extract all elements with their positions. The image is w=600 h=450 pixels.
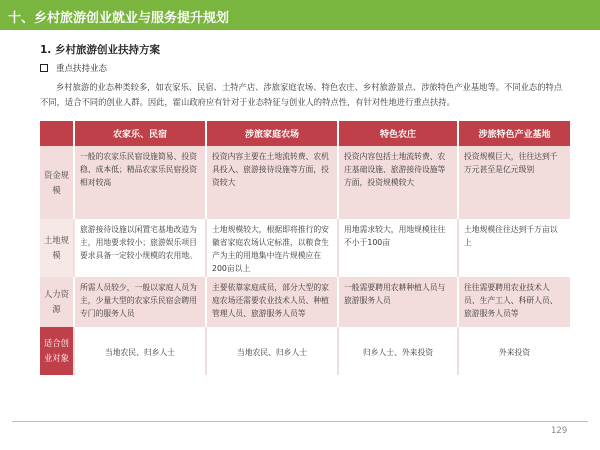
- table-cell: 当地农民、归乡人士: [74, 327, 206, 375]
- table-cell: 归乡人士、外来投资: [338, 327, 458, 375]
- intro-paragraph: 乡村旅游的业态种类较多，如农家乐、民宿、土特产店、涉旅家庭农场、特色农庄、乡村旅游景点、涉旅特色产业基地等。不同业态的特点不同，适合不同的创业人群。因此，霍山政府应有针对于业态特征与创业人的特点性，有针对性地进行重点扶持。: [40, 82, 563, 107]
- table-cell: 所需人员较少，一般以家庭人员为主，少量大型的农家乐民宿会聘用专门的服务人员: [74, 277, 206, 327]
- table-row: [40, 277, 570, 327]
- table-header-row: [40, 121, 570, 146]
- support-table: [40, 121, 570, 375]
- table-cell: 投资内容主要在土地流转费、农机具投入、旅游接待设施等方面，投资较大: [206, 146, 338, 219]
- table-cell: 投资规模巨大，往往达到千万元甚至是亿元级别: [458, 146, 570, 219]
- page-number: 129: [551, 426, 568, 436]
- title-bar: [0, 0, 600, 30]
- table-header-cell: 涉旅家庭农场: [206, 121, 338, 146]
- table-cell: 投资内容包括土地流转费、农庄基础设施、旅游接待设施等方面，投资规模较大: [338, 146, 458, 219]
- table-cell: 往往需要聘用农业技术人员、生产工人、科研人员、旅游服务人员等: [458, 277, 570, 327]
- footer-divider: [12, 421, 588, 422]
- table-row: [40, 327, 570, 375]
- row-label: 资金规模: [40, 146, 74, 219]
- table-row: [40, 219, 570, 277]
- table-cell: 一般的农家乐民宿设施简易、投资稳、成本低；精品农家乐民宿投资相对较高: [74, 146, 206, 219]
- table-header-cell: 特色农庄: [338, 121, 458, 146]
- table-header-cell: 涉旅特色产业基地: [458, 121, 570, 146]
- bullet-text: 重点扶持业态: [56, 64, 108, 74]
- row-label: 土地规模: [40, 219, 74, 277]
- table-cell: 旅游接待设施以闲置宅基地改造为主，用地要求较小；旅游娱乐项目要求具备一定较小规模的农用地。: [74, 219, 206, 277]
- table-row: [40, 146, 570, 219]
- bullet-item: [40, 62, 107, 74]
- table-cell: 土地规模较大，根据即将推行的安徽省家庭农场认定标准，以粮食生产为主的用地集中连片规模应在200亩以上: [206, 219, 338, 277]
- table-cell: 土地规模往往达到千万亩以上: [458, 219, 570, 277]
- table-cell: 外来投资: [458, 327, 570, 375]
- table-cell: 用地需求较大，用地规模往往不小于100亩: [338, 219, 458, 277]
- row-label: 人力资源: [40, 277, 74, 327]
- table-header-corner: [40, 121, 74, 146]
- table-header-cell: 农家乐、民宿: [74, 121, 206, 146]
- row-label: 适合创业对象: [40, 327, 74, 375]
- section-heading: 1. 乡村旅游创业扶持方案: [40, 44, 160, 56]
- table-cell: 一般需要聘用农耕种植人员与旅游服务人员: [338, 277, 458, 327]
- square-bullet-icon: [40, 64, 48, 72]
- table-cell: 当地农民、归乡人士: [206, 327, 338, 375]
- table-cell: 主要依靠家庭成员，部分大型的家庭农场还需要农业技术人员、种植管理人员、旅游服务人员等: [206, 277, 338, 327]
- page-title: 十、乡村旅游创业就业与服务提升规划: [8, 11, 230, 26]
